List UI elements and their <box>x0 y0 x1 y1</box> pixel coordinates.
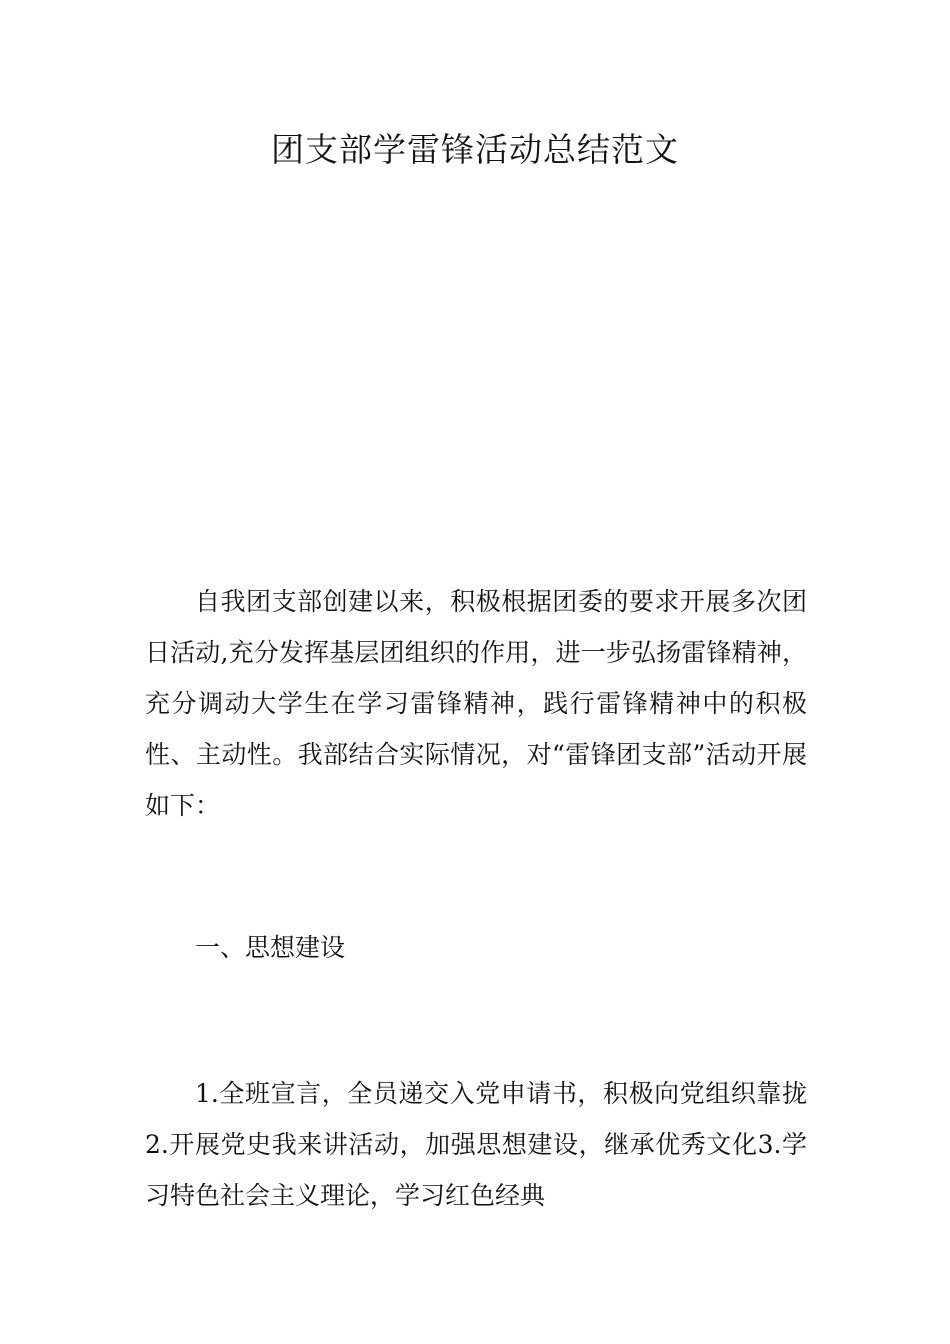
section-items-paragraph: 1.全班宣言，全员递交入党申请书，积极向党组织靠拢2.开展党史我来讲活动，加强思想建设，继承优秀文化3.学习特色社会主义理论，学习红色经典 <box>145 1079 807 1210</box>
section-heading-ideology: 一、思想建设 <box>195 933 346 962</box>
intro-paragraph: 自我团支部创建以来，积极根据团委的要求开展多次团日活动,充分发挥基层团组织的作用，进一步弘扬雷锋精神，充分调动大学生在学习雷锋精神，践行雷锋精神中的积极性、主动性。我部结合实际情况，对“雷锋团支部”活动开展如下： <box>145 587 807 820</box>
document-title: 团支部学雷锋活动总结范文 <box>271 130 679 169</box>
